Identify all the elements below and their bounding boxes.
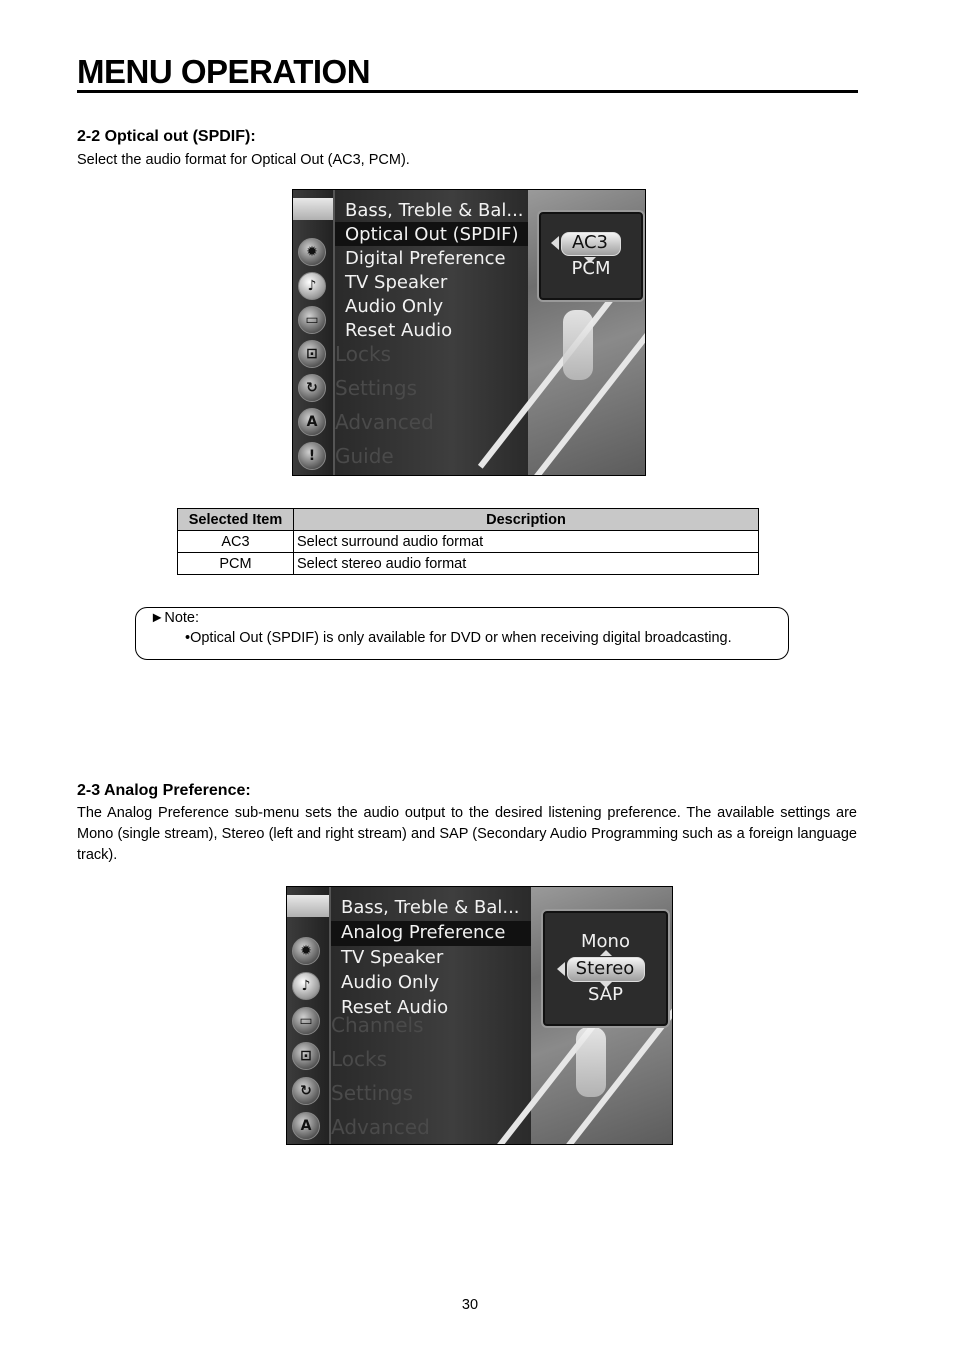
- section-body-analog: The Analog Preference sub-menu sets the audio output to the desired listening preference. The available settings are Mono (single stream), Stereo (left and right stream) and SAP (Secondary Audio Programming such as a foreign language track).: [77, 805, 857, 863]
- screenshot-analog-menu: [286, 886, 673, 1145]
- ghost-item: Settings: [335, 376, 418, 400]
- note-text: •Optical Out (SPDIF) is only available for DVD or when receiving digital broadcasting.: [185, 630, 732, 646]
- option-ac3[interactable]: AC3: [571, 232, 609, 253]
- option-pcm[interactable]: PCM: [571, 258, 611, 279]
- options-table: [177, 508, 759, 575]
- option-sap[interactable]: SAP: [588, 984, 623, 1005]
- ghost-item: Settings: [331, 1081, 414, 1105]
- tv-icon: ▭: [292, 1007, 320, 1035]
- option-popup: [537, 210, 645, 302]
- table-row: [178, 553, 759, 575]
- column-header: Description: [294, 509, 759, 531]
- table-cell: Select stereo audio format: [294, 553, 759, 575]
- icon-bar-top-strip: [293, 198, 333, 220]
- player-figure: [563, 310, 593, 380]
- page-title: MENU OPERATION: [77, 53, 371, 90]
- section-heading-analog: 2-3 Analog Preference:: [77, 782, 251, 799]
- screenshot-optical-menu: [292, 189, 646, 476]
- speaker-icon: ♪: [298, 272, 326, 300]
- icon-bar: [287, 887, 329, 1144]
- menu-item-digital-preference[interactable]: Digital Preference: [345, 248, 506, 269]
- settings-icon: ↻: [298, 374, 326, 402]
- ghost-item: Guide: [335, 444, 394, 468]
- ghost-item: Advanced: [331, 1115, 430, 1139]
- up-arrow-icon[interactable]: [600, 950, 612, 956]
- icon-bar-top-strip: [287, 895, 329, 917]
- sun-icon: ✹: [298, 238, 326, 266]
- menu-item-bass-treble[interactable]: Bass, Treble & Bal...: [345, 200, 524, 221]
- lock-icon: ⊡: [298, 340, 326, 368]
- option-mono[interactable]: Mono: [581, 931, 630, 952]
- column-header: Selected Item: [178, 509, 294, 531]
- menu-item-reset-audio[interactable]: Reset Audio: [345, 320, 453, 341]
- option-popup: [541, 909, 670, 1028]
- menu-item-bass-treble[interactable]: Bass, Treble & Bal...: [341, 897, 520, 918]
- ghost-item: Channels: [331, 1013, 424, 1037]
- left-arrow-icon[interactable]: [551, 236, 559, 250]
- tv-icon: ▭: [298, 306, 326, 334]
- audio-menu: [333, 190, 530, 475]
- table-cell: Select surround audio format: [294, 531, 759, 553]
- section-heading-optical: 2-2 Optical out (SPDIF):: [77, 128, 256, 145]
- audio-menu: [329, 887, 533, 1144]
- ghost-item: Locks: [331, 1047, 388, 1071]
- settings-icon: ↻: [292, 1077, 320, 1105]
- menu-item-analog-preference[interactable]: Analog Preference: [341, 922, 506, 943]
- menu-item-optical-out[interactable]: Optical Out (SPDIF): [345, 224, 519, 245]
- speaker-icon: ♪: [292, 972, 320, 1000]
- info-icon: !: [298, 442, 326, 470]
- table-cell: AC3: [178, 531, 294, 553]
- left-arrow-icon[interactable]: [557, 962, 565, 976]
- lock-icon: ⊡: [292, 1042, 320, 1070]
- table-row: [178, 531, 759, 553]
- table-header-row: [178, 509, 759, 531]
- section-body-optical: Select the audio format for Optical Out (AC3, PCM).: [77, 152, 410, 168]
- menu-item-reset-audio[interactable]: Reset Audio: [341, 997, 449, 1018]
- menu-item-tv-speaker[interactable]: TV Speaker: [341, 947, 444, 968]
- player-figure: [576, 1027, 606, 1097]
- ghost-item: Locks: [335, 342, 392, 366]
- menu-item-tv-speaker[interactable]: TV Speaker: [345, 272, 448, 293]
- ghost-item: Advanced: [335, 410, 434, 434]
- menu-item-audio-only[interactable]: Audio Only: [345, 296, 444, 317]
- table-cell: PCM: [178, 553, 294, 575]
- menu-item-audio-only[interactable]: Audio Only: [341, 972, 440, 993]
- advanced-icon: A: [292, 1112, 320, 1140]
- advanced-icon: A: [298, 408, 326, 436]
- title-rule: [77, 90, 858, 93]
- note-label: ►Note:: [150, 610, 200, 626]
- icon-bar: [293, 190, 333, 475]
- sun-icon: ✹: [292, 937, 320, 965]
- option-stereo[interactable]: Stereo: [575, 958, 635, 979]
- page-number: 30: [461, 1297, 479, 1313]
